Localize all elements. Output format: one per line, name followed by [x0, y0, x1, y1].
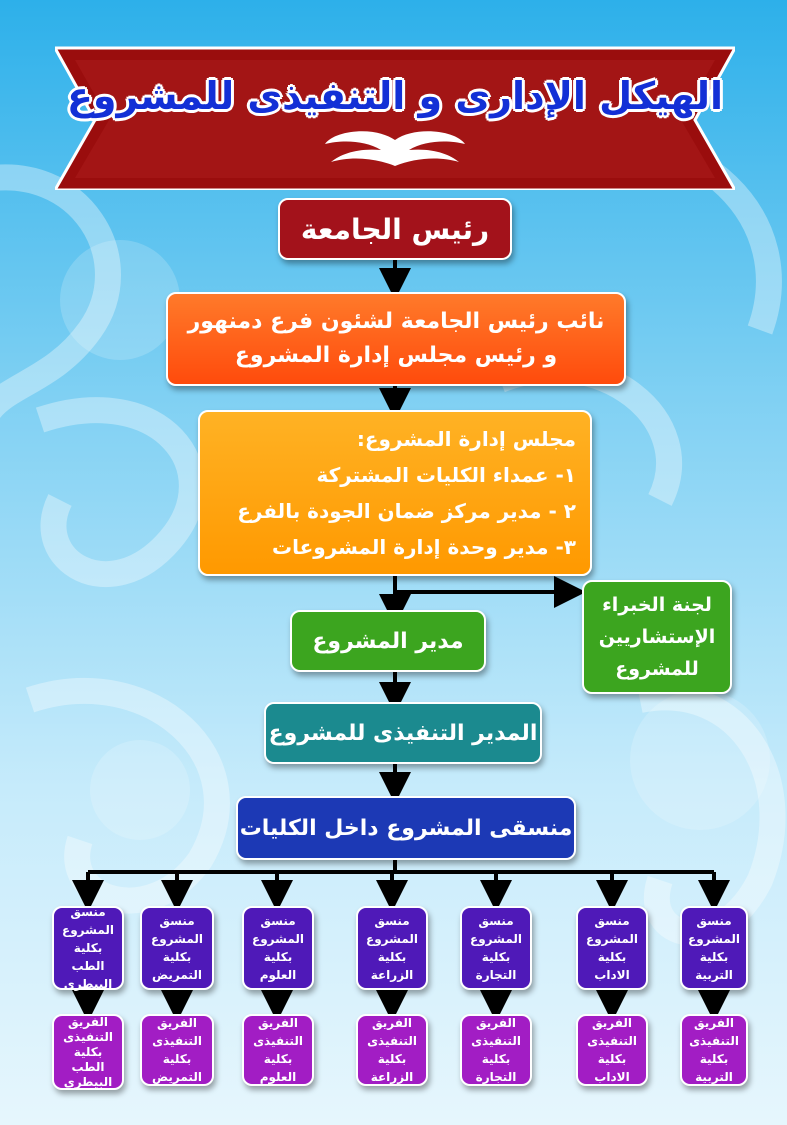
coordinator-science	[242, 906, 314, 990]
executive-director-box	[264, 702, 542, 764]
team-text: بكلية التربية	[695, 1052, 733, 1084]
coord-text: بكلية الطب	[71, 941, 105, 973]
team-text: بكلية الزراعة	[370, 1052, 414, 1084]
coordinators-label: منسقى المشروع داخل الكليات	[239, 815, 573, 841]
coord-text: المشروع	[252, 932, 304, 946]
team-arts	[576, 1014, 648, 1086]
team-text: التنفيذى	[587, 1034, 637, 1048]
experts-line3: للمشروع	[615, 658, 699, 680]
team-text: التنفيذى	[253, 1034, 303, 1048]
team-text: التنفيذى	[471, 1034, 521, 1048]
board-heading: مجلس إدارة المشروع:	[356, 427, 576, 451]
coord-text: المشروع	[151, 932, 203, 946]
coord-text: المشروع	[366, 932, 418, 946]
team-education	[680, 1014, 748, 1086]
coord-text: المشروع	[688, 932, 740, 946]
team-text: البيطرى	[63, 1074, 113, 1089]
vice-president-box	[166, 292, 626, 386]
team-text: بكلية التجارة	[475, 1052, 517, 1084]
coord-text: منسق	[70, 905, 106, 919]
executive-director-label: المدير التنفيذى للمشروع	[268, 720, 538, 746]
coordinator-commerce	[460, 906, 532, 990]
coord-text: بكلية الزراعة	[370, 950, 414, 982]
coord-text: بكلية التجارة	[475, 950, 517, 982]
project-manager-box	[290, 610, 486, 672]
coordinators-box	[236, 796, 576, 860]
board-item: ٢ - مدير مركز ضمان الجودة بالفرع	[237, 499, 576, 523]
coord-text: منسق	[159, 914, 195, 928]
coord-text: المشروع	[586, 932, 638, 946]
coord-text: بكلية الاداب	[594, 950, 630, 982]
team-commerce	[460, 1014, 532, 1086]
vice-president-line2: و رئيس مجلس إدارة المشروع	[234, 343, 558, 368]
team-text: التنفيذى	[689, 1034, 739, 1048]
coord-text: منسق	[594, 914, 630, 928]
experts-box	[582, 580, 732, 694]
team-science	[242, 1014, 314, 1086]
coord-text: منسق	[478, 914, 514, 928]
team-text: الفريق	[156, 1016, 198, 1030]
team-text: الفريق	[67, 1014, 109, 1029]
president-label: رئيس الجامعة	[300, 212, 490, 246]
board-item: ٣- مدير وحدة إدارة المشروعات	[271, 535, 576, 559]
president-box	[278, 198, 512, 260]
team-text: بكلية الطب	[71, 1044, 105, 1074]
coordinator-arts	[576, 906, 648, 990]
team-text: بكلية التمريض	[152, 1052, 202, 1084]
page-title: الهيكل الإدارى و التنفيذى للمشروع	[66, 74, 724, 118]
coord-text: البيطرى	[63, 977, 113, 991]
team-text: التنفيذى	[367, 1034, 417, 1048]
coord-text: منسق	[696, 914, 732, 928]
coord-text: منسق	[374, 914, 410, 928]
coord-text: بكلية التمريض	[152, 950, 202, 982]
project-manager-label: مدير المشروع	[312, 628, 464, 654]
team-text: الفريق	[693, 1016, 735, 1030]
board-box	[198, 410, 592, 576]
team-text: الفريق	[475, 1016, 517, 1030]
board-item: ١- عمداء الكليات المشتركة	[316, 463, 576, 487]
coord-text: بكلية التربية	[695, 950, 733, 982]
team-text: الفريق	[591, 1016, 633, 1030]
team-text: الفريق	[257, 1016, 299, 1030]
coordinator-nursing	[140, 906, 214, 990]
team-nursing	[140, 1014, 214, 1086]
coord-text: منسق	[260, 914, 296, 928]
coordinator-education	[680, 906, 748, 990]
coord-text: المشروع	[470, 932, 522, 946]
team-agriculture	[356, 1014, 428, 1086]
vice-president-line1: نائب رئيس الجامعة لشئون فرع دمنهور	[187, 309, 605, 334]
team-veterinary	[52, 1014, 124, 1090]
team-text: الفريق	[371, 1016, 413, 1030]
coord-text: المشروع	[62, 923, 114, 937]
experts-line1: لجنة الخبراء	[602, 594, 712, 616]
coordinator-agriculture	[356, 906, 428, 990]
team-text: بكلية العلوم	[259, 1052, 297, 1084]
coordinator-veterinary	[52, 906, 124, 990]
experts-line2: الإستشاريين	[598, 626, 716, 648]
coord-text: بكلية العلوم	[259, 950, 297, 982]
team-text: التنفيذى	[152, 1034, 202, 1048]
team-text: التنفيذى	[63, 1029, 113, 1044]
team-text: بكلية الاداب	[594, 1052, 630, 1084]
